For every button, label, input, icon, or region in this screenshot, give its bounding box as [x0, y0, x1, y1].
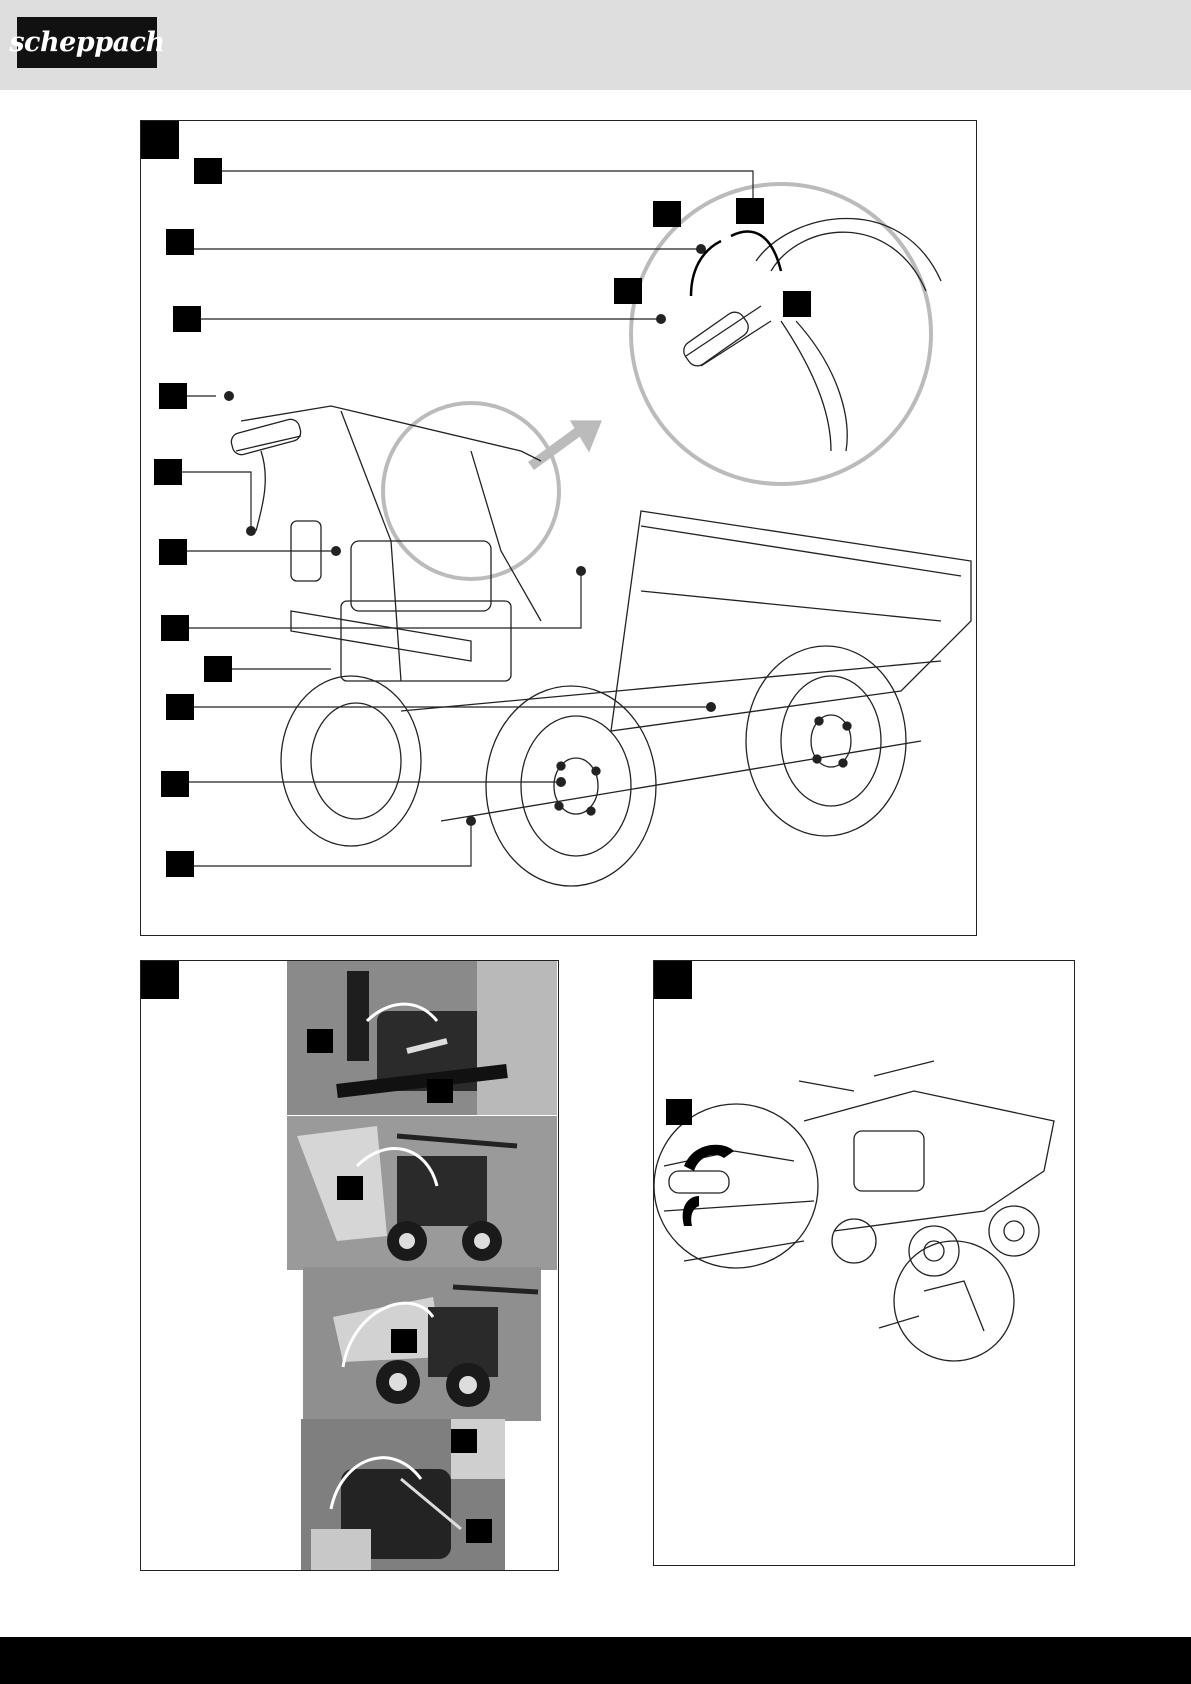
photo-step-3 [303, 1267, 541, 1421]
figure-overview [140, 120, 977, 936]
page-header [0, 0, 1191, 90]
figure-tipping-steps [140, 960, 559, 1571]
photo-step-4 [301, 1419, 505, 1570]
page-footer-bar [0, 1637, 1191, 1684]
figure-lock-detail [653, 960, 1075, 1566]
dumper-detail-drawing [654, 961, 1074, 1565]
figure-number-box [141, 961, 179, 999]
dumper-line-drawing [141, 121, 976, 935]
photo-step-2 [287, 1116, 557, 1270]
brand-logo-text: scheppach [9, 27, 165, 58]
photo-step-1 [287, 961, 557, 1115]
brand-logo [9, 17, 165, 68]
